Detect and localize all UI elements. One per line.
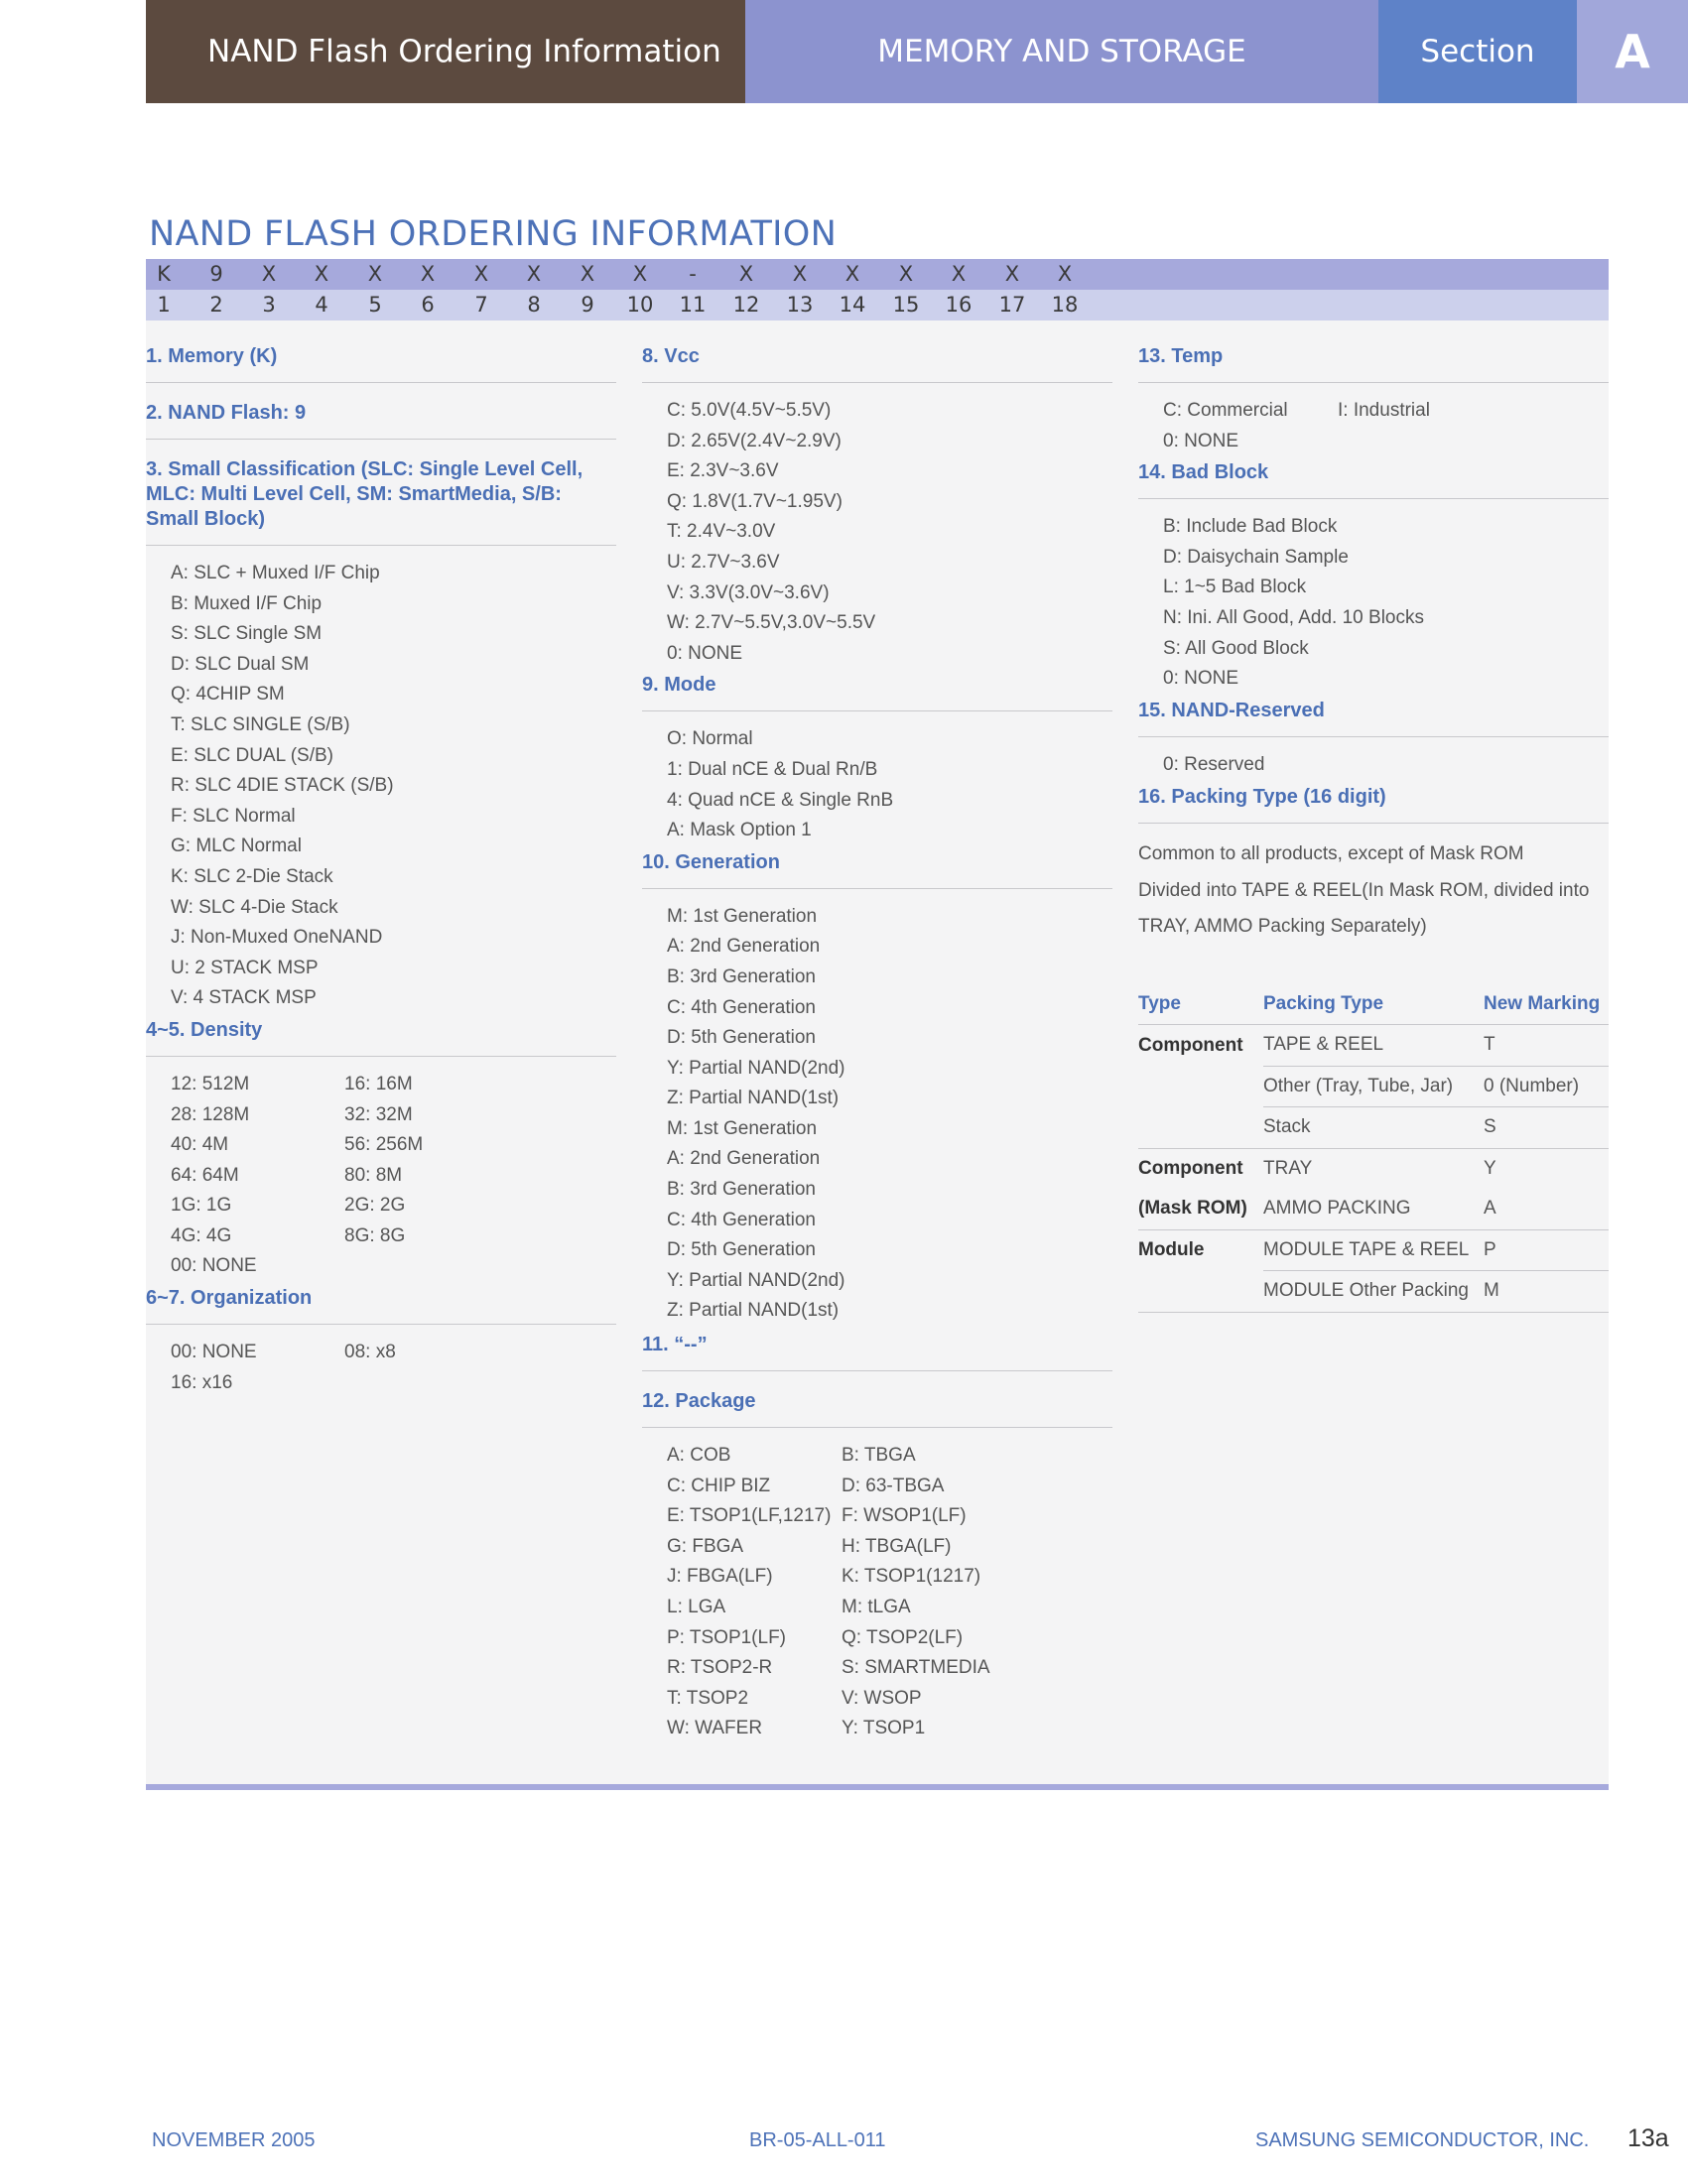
code-cell: 9 <box>209 262 223 286</box>
list-item: V: 3.3V(3.0V~3.6V) <box>667 581 830 603</box>
mode-section <box>642 669 1112 845</box>
code-cell: X <box>1057 262 1073 286</box>
list-item: T: 2.4V~3.0V <box>667 521 776 543</box>
packing-cell: Y <box>1484 1157 1496 1179</box>
grid-cell: 00: NONE <box>171 1342 257 1363</box>
grid-row <box>642 1684 1112 1715</box>
grid-row <box>642 1623 1112 1654</box>
dash-heading: 11. “--” <box>642 1334 708 1356</box>
divider <box>642 1370 1112 1371</box>
list-item: W: 2.7V~5.5V,3.0V~5.5V <box>667 612 876 634</box>
table-row <box>1138 1025 1609 1067</box>
code-cell: X <box>951 262 967 286</box>
code-cell: X <box>473 262 489 286</box>
grid-row <box>642 1441 1112 1472</box>
divider <box>1138 736 1609 737</box>
list-item: 0: NONE <box>667 642 743 664</box>
packing-cell: T <box>1484 1025 1609 1067</box>
list-item: 0: Reserved <box>1163 753 1265 775</box>
list-item: C: 4th Generation <box>667 996 816 1018</box>
grid-row <box>146 1070 616 1100</box>
category-label: MEMORY AND STORAGE <box>877 34 1246 69</box>
list-item: B: Include Bad Block <box>1163 516 1338 538</box>
packing-cell: S <box>1484 1107 1609 1149</box>
list-item: O: Normal <box>667 728 753 750</box>
grid-cell: 12: 512M <box>171 1073 250 1094</box>
grid-cell: 16: x16 <box>171 1371 233 1393</box>
page-title: NAND FLASH ORDERING INFORMATION <box>149 214 838 254</box>
list-item: J: Non-Muxed OneNAND <box>171 927 383 949</box>
table-row <box>1138 1229 1609 1271</box>
grid-cell: S: SMARTMEDIA <box>842 1657 990 1679</box>
temp-section <box>1138 321 1609 456</box>
packing-cell: MODULE Other Packing <box>1263 1271 1484 1313</box>
grid-cell: A: COB <box>667 1445 731 1467</box>
grid-row <box>642 1593 1112 1623</box>
grid-cell: 28: 128M <box>171 1103 250 1125</box>
list-item: C: 4th Generation <box>667 1209 816 1230</box>
position-cell: 12 <box>732 293 760 317</box>
list-item: E: SLC DUAL (S/B) <box>171 744 334 766</box>
packing-cell <box>1138 1271 1263 1313</box>
bad-block-list <box>1138 512 1609 695</box>
code-cell: X <box>367 262 383 286</box>
grid-cell: 80: 8M <box>344 1164 403 1186</box>
grid-cell: 0: NONE <box>1163 430 1239 451</box>
grid-cell: R: TSOP2-R <box>667 1657 773 1679</box>
list-item: B: 3rd Generation <box>667 965 816 987</box>
grid-row <box>146 1130 616 1161</box>
grid-row <box>642 1653 1112 1684</box>
organization-section <box>146 1282 616 1398</box>
grid-row <box>146 1221 616 1252</box>
grid-cell: P: TSOP1(LF) <box>667 1626 787 1648</box>
grid-cell: 40: 4M <box>171 1134 229 1156</box>
list-item: 0: NONE <box>1163 668 1239 690</box>
section-label: Section <box>1420 34 1535 69</box>
code-cell: - <box>689 262 697 286</box>
grid-cell: 1G: 1G <box>171 1195 232 1217</box>
packing-cell: Module <box>1138 1239 1205 1261</box>
list-item: G: MLC Normal <box>171 835 302 857</box>
grid-cell: K: TSOP1(1217) <box>842 1566 981 1588</box>
grid-row <box>146 1161 616 1192</box>
list-item: Q: 4CHIP SM <box>171 684 285 706</box>
list-item: D: 5th Generation <box>667 1239 816 1261</box>
density-grid <box>146 1070 616 1282</box>
small-class-heading: 3. Small Classification (SLC: Single Level Cell, MLC: Multi Level Cell, SM: SmartMedia, S/B: Small Block) <box>146 458 584 530</box>
grid-cell: H: TBGA(LF) <box>842 1535 952 1557</box>
bad-block-section <box>1138 456 1609 695</box>
list-item: S: SLC Single SM <box>171 623 323 645</box>
divider <box>642 710 1112 711</box>
grid-cell: 16: 16M <box>344 1073 413 1094</box>
position-cell: 3 <box>262 293 276 317</box>
packing-table-header <box>1138 984 1609 1025</box>
section-banner <box>1378 0 1577 103</box>
packing-description <box>1138 836 1609 945</box>
grid-row <box>146 1100 616 1131</box>
column-2 <box>642 321 1112 1744</box>
grid-cell: 56: 256M <box>344 1134 424 1156</box>
vcc-heading: 8. Vcc <box>642 345 700 367</box>
small-class-section <box>146 452 616 1014</box>
list-item: R: SLC 4DIE STACK (S/B) <box>171 775 394 797</box>
grid-row <box>642 1714 1112 1744</box>
grid-row <box>146 1251 616 1282</box>
list-item: M: 1st Generation <box>667 1117 818 1139</box>
list-item: 1: Dual nCE & Dual Rn/B <box>667 758 878 780</box>
grid-row <box>1138 396 1609 427</box>
list-item: L: 1~5 Bad Block <box>1163 577 1307 598</box>
bottom-rule <box>146 1784 1609 1790</box>
code-cell: X <box>738 262 754 286</box>
grid-row <box>642 1562 1112 1593</box>
grid-cell: I: Industrial <box>1338 400 1430 421</box>
position-cell: 7 <box>474 293 488 317</box>
divider <box>1138 498 1609 499</box>
list-item: F: SLC Normal <box>171 805 296 827</box>
list-item: D: 2.65V(2.4V~2.9V) <box>667 430 842 451</box>
list-item: D: Daisychain Sample <box>1163 546 1349 568</box>
nand-flash-heading: 2. NAND Flash: 9 <box>146 402 307 424</box>
packing-header-cell: New Marking <box>1484 984 1609 1025</box>
packing-cell: Stack <box>1263 1107 1484 1149</box>
grid-cell: 00: NONE <box>171 1255 257 1277</box>
divider <box>1138 823 1609 824</box>
category-banner <box>745 0 1378 103</box>
mode-list <box>642 724 1112 845</box>
grid-cell: G: FBGA <box>667 1535 744 1557</box>
list-item: U: 2 STACK MSP <box>171 957 319 978</box>
position-cell: 6 <box>421 293 435 317</box>
footer-doc-code: BR-05-ALL-011 <box>749 2129 886 2151</box>
code-strip <box>146 259 1609 290</box>
table-row <box>1138 1066 1609 1107</box>
grid-cell: L: LGA <box>667 1597 726 1617</box>
list-item: D: 5th Generation <box>667 1027 816 1049</box>
package-section <box>642 1384 1112 1744</box>
position-cell: 5 <box>368 293 382 317</box>
list-item: M: 1st Generation <box>667 905 818 927</box>
code-cell: X <box>898 262 914 286</box>
list-item: A: SLC + Muxed I/F Chip <box>171 563 380 583</box>
density-section <box>146 1014 616 1282</box>
position-cell: 18 <box>1051 293 1079 317</box>
packing-cell: 0 (Number) <box>1484 1066 1609 1107</box>
divider <box>642 382 1112 383</box>
packing-cell: Other (Tray, Tube, Jar) <box>1263 1066 1484 1107</box>
position-cell: 14 <box>839 293 866 317</box>
position-cell: 11 <box>679 293 707 317</box>
position-cell: 16 <box>945 293 973 317</box>
list-item: E: 2.3V~3.6V <box>667 460 779 482</box>
table-row <box>1138 1271 1609 1313</box>
list-item: Q: 1.8V(1.7V~1.95V) <box>667 490 843 512</box>
list-item: Y: Partial NAND(2nd) <box>667 1269 845 1291</box>
divider <box>1138 382 1609 383</box>
reserved-section <box>1138 695 1609 781</box>
list-item: W: SLC 4-Die Stack <box>171 896 338 918</box>
packing-header-cell: Type <box>1138 984 1263 1025</box>
list-item: 4: Quad nCE & Single RnB <box>667 789 894 811</box>
packing-table-body <box>1138 1025 1609 1313</box>
packing-cell: Component <box>1138 1034 1243 1056</box>
code-cell: X <box>314 262 329 286</box>
column-3 <box>1138 321 1609 1313</box>
list-item: S: All Good Block <box>1163 637 1309 659</box>
table-row <box>1138 1148 1609 1189</box>
grid-cell: 4G: 4G <box>171 1224 232 1246</box>
divider <box>146 545 616 546</box>
grid-cell: B: TBGA <box>842 1445 916 1467</box>
position-cell: 8 <box>527 293 541 317</box>
grid-cell: 08: x8 <box>344 1342 396 1363</box>
packing-cell: A <box>1484 1189 1609 1229</box>
position-cell: 17 <box>998 293 1026 317</box>
section-letter: A <box>1615 25 1650 78</box>
list-item: A: Mask Option 1 <box>667 820 812 841</box>
grid-cell: 64: 64M <box>171 1164 239 1186</box>
grid-row <box>146 1191 616 1221</box>
list-item: T: SLC SINGLE (S/B) <box>171 713 350 735</box>
packing-header-cell: Packing Type <box>1263 984 1484 1025</box>
vcc-list <box>642 396 1112 669</box>
position-cell: 1 <box>157 293 171 317</box>
mode-heading: 9. Mode <box>642 674 716 697</box>
table-row <box>1138 1107 1609 1149</box>
bad-block-heading: 14. Bad Block <box>1138 461 1269 484</box>
generation-section <box>642 846 1112 1327</box>
grid-cell: 8G: 8G <box>344 1224 406 1246</box>
grid-cell: Y: TSOP1 <box>842 1718 926 1739</box>
reserved-heading: 15. NAND-Reserved <box>1138 699 1325 721</box>
grid-cell: E: TSOP1(LF,1217) <box>667 1505 832 1527</box>
table-row <box>1138 1189 1609 1229</box>
page-number: 13a <box>1627 2124 1669 2152</box>
packing-heading: 16. Packing Type (16 digit) <box>1138 786 1386 809</box>
doc-title: NAND Flash Ordering Information <box>207 34 721 69</box>
grid-cell: T: TSOP2 <box>667 1687 749 1709</box>
divider <box>146 1324 616 1325</box>
packing-line: Divided into TAPE & REEL(In Mask ROM, divided into <box>1138 879 1590 901</box>
grid-cell: J: FBGA(LF) <box>667 1566 773 1588</box>
divider <box>146 1056 616 1057</box>
position-cell: 10 <box>626 293 654 317</box>
code-cell: X <box>632 262 648 286</box>
packing-cell <box>1138 1107 1263 1149</box>
grid-cell: D: 63-TBGA <box>842 1475 945 1496</box>
reserved-list <box>1138 750 1609 781</box>
grid-cell: C: CHIP BIZ <box>667 1475 771 1496</box>
grid-row <box>642 1501 1112 1532</box>
position-cell: 15 <box>892 293 920 317</box>
packing-line: TRAY, AMMO Packing Separately) <box>1138 915 1427 937</box>
code-cell: X <box>526 262 542 286</box>
packing-table <box>1138 984 1609 1313</box>
vcc-section <box>642 321 1112 669</box>
grid-row <box>642 1532 1112 1563</box>
list-item: K: SLC 2-Die Stack <box>171 865 333 887</box>
section-letter-banner <box>1577 0 1688 103</box>
organization-grid <box>146 1338 616 1398</box>
packing-cell: TAPE & REEL <box>1263 1025 1484 1067</box>
grid-cell: 32: 32M <box>344 1103 413 1125</box>
nand-flash-section <box>146 396 616 440</box>
memory-heading: 1. Memory (K) <box>146 345 278 367</box>
footer-date: NOVEMBER 2005 <box>152 2129 316 2151</box>
temp-heading: 13. Temp <box>1138 345 1224 367</box>
doc-title-banner <box>146 0 745 103</box>
package-grid <box>642 1441 1112 1744</box>
footer-company: SAMSUNG SEMICONDUCTOR, INC. <box>1255 2129 1590 2151</box>
code-cell: X <box>844 262 860 286</box>
code-cell: X <box>420 262 436 286</box>
packing-cell: TRAY <box>1263 1157 1313 1179</box>
organization-heading: 6~7. Organization <box>146 1287 313 1310</box>
code-cell: X <box>580 262 595 286</box>
packing-line: Common to all products, except of Mask ROM <box>1138 843 1524 865</box>
list-item: V: 4 STACK MSP <box>171 987 317 1009</box>
list-item: A: 2nd Generation <box>667 1148 821 1170</box>
packing-cell: P <box>1484 1229 1609 1271</box>
position-strip <box>146 290 1609 321</box>
position-cell: 9 <box>581 293 594 317</box>
divider <box>642 888 1112 889</box>
grid-cell: V: WSOP <box>842 1687 922 1709</box>
density-heading: 4~5. Density <box>146 1018 263 1041</box>
code-cell: X <box>1004 262 1020 286</box>
grid-cell: Q: TSOP2(LF) <box>842 1626 964 1648</box>
list-item: C: 5.0V(4.5V~5.5V) <box>667 400 832 421</box>
list-item: Y: Partial NAND(2nd) <box>667 1057 845 1079</box>
packing-cell: AMMO PACKING <box>1263 1189 1484 1229</box>
memory-section <box>146 321 616 383</box>
list-item: Z: Partial NAND(1st) <box>667 1300 840 1322</box>
list-item: B: Muxed I/F Chip <box>171 592 323 614</box>
position-cell: 4 <box>315 293 328 317</box>
grid-cell: C: Commercial <box>1163 400 1288 421</box>
list-item: D: SLC Dual SM <box>171 653 310 675</box>
position-cell: 2 <box>209 293 223 317</box>
packing-cell: MODULE TAPE & REEL <box>1263 1229 1484 1271</box>
code-cell: X <box>261 262 277 286</box>
list-item: U: 2.7V~3.6V <box>667 551 780 573</box>
generation-heading: 10. Generation <box>642 850 780 873</box>
packing-cell: M <box>1484 1271 1609 1313</box>
packing-cell: (Mask ROM) <box>1138 1189 1263 1229</box>
packing-cell <box>1138 1066 1263 1107</box>
list-item: A: 2nd Generation <box>667 936 821 958</box>
grid-row <box>642 1472 1112 1502</box>
list-item: Z: Partial NAND(1st) <box>667 1088 840 1109</box>
temp-grid <box>1138 396 1609 456</box>
grid-cell: 2G: 2G <box>344 1195 406 1217</box>
package-heading: 12. Package <box>642 1390 756 1413</box>
code-cell: K <box>157 262 171 286</box>
divider <box>146 439 616 440</box>
list-item: N: Ini. All Good, Add. 10 Blocks <box>1163 606 1424 628</box>
dash-section <box>642 1327 1112 1371</box>
list-item: B: 3rd Generation <box>667 1179 816 1201</box>
packing-cell: Component <box>1138 1157 1243 1179</box>
column-1 <box>146 321 616 1398</box>
code-cell: X <box>792 262 808 286</box>
grid-row <box>146 1338 616 1368</box>
small-class-list <box>146 559 616 1014</box>
divider <box>146 382 616 383</box>
position-cell: 13 <box>786 293 814 317</box>
grid-cell: W: WAFER <box>667 1718 763 1739</box>
divider <box>642 1427 1112 1428</box>
grid-row <box>1138 427 1609 457</box>
grid-cell: M: tLGA <box>842 1597 911 1617</box>
grid-cell: F: WSOP1(LF) <box>842 1505 967 1527</box>
packing-section <box>1138 780 1609 1312</box>
grid-row <box>146 1368 616 1399</box>
generation-list <box>642 902 1112 1327</box>
